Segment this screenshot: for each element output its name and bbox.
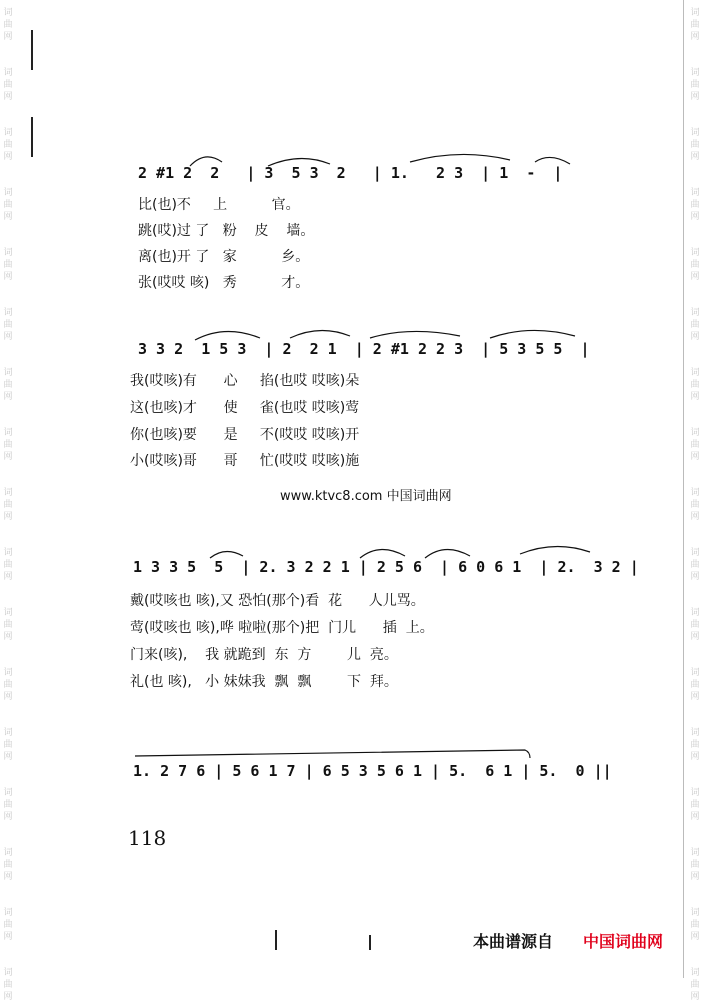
watermark-glyph: 曲 — [3, 320, 13, 330]
watermark-glyph: 曲 — [690, 20, 700, 30]
watermark-glyph: 网 — [3, 812, 13, 822]
watermark-glyph: 曲 — [690, 680, 700, 690]
watermark-glyph: 曲 — [690, 920, 700, 930]
watermark-glyph: 词 — [690, 548, 700, 558]
watermark-glyph: 网 — [3, 632, 13, 642]
watermark-glyph: 网 — [690, 152, 700, 162]
watermark-glyph: 词 — [3, 428, 13, 438]
lyric-line: 你(也咳)要 是 不(哎哎 哎咳)开 — [130, 427, 360, 443]
watermark-glyph: 网 — [690, 512, 700, 522]
watermark-glyph: 网 — [3, 512, 13, 522]
watermark-glyph: 词 — [3, 488, 13, 498]
watermark-glyph: 曲 — [3, 620, 13, 630]
watermark-glyph: 曲 — [690, 200, 700, 210]
watermark-glyph: 曲 — [690, 380, 700, 390]
lyric-line: 这(也咳)才 使 雀(也哎 哎咳)莺 — [130, 400, 360, 416]
watermark-glyph: 网 — [3, 92, 13, 102]
watermark-glyph: 词 — [690, 308, 700, 318]
watermark-glyph: 曲 — [3, 500, 13, 510]
lyric-line: 离(也)开 了 家 乡。 — [138, 249, 310, 265]
watermark-glyph: 曲 — [3, 260, 13, 270]
lyric-line: 门来(咳), 我 就跪到 东 方 儿 亮。 — [130, 647, 398, 663]
watermark-glyph: 网 — [3, 152, 13, 162]
watermark-glyph: 网 — [3, 212, 13, 222]
watermark-glyph: 网 — [690, 632, 700, 642]
watermark-glyph: 网 — [690, 92, 700, 102]
watermark-glyph: 曲 — [690, 140, 700, 150]
watermark-glyph: 词 — [3, 128, 13, 138]
watermark-glyph: 词 — [690, 68, 700, 78]
lyric-line: 跳(哎)过 了 粉 皮 墙。 — [138, 223, 315, 239]
watermark-glyph: 曲 — [3, 980, 13, 990]
watermark-glyph: 网 — [690, 872, 700, 882]
watermark-glyph: 词 — [3, 668, 13, 678]
watermark-glyph: 网 — [690, 932, 700, 942]
right-watermark-strip — [687, 0, 703, 1002]
watermark-glyph: 词 — [690, 908, 700, 918]
watermark-glyph: 词 — [3, 308, 13, 318]
jianpu-notes: 1 3 3 5 5 | 2. 3 2 2 1 | 2 5 6 | 6 0 6 1 | 2. 3 2 | — [133, 558, 639, 576]
lyric-line: 礼(也 咳), 小 妹妹我 飘 飘 下 拜。 — [130, 674, 398, 690]
watermark-glyph: 词 — [690, 968, 700, 978]
watermark-glyph: 词 — [690, 728, 700, 738]
watermark-glyph: 网 — [690, 212, 700, 222]
watermark-glyph: 曲 — [690, 440, 700, 450]
watermark-glyph: 曲 — [690, 500, 700, 510]
watermark-glyph: 词 — [3, 728, 13, 738]
watermark-glyph: 网 — [690, 692, 700, 702]
watermark-glyph: 网 — [3, 572, 13, 582]
watermark-glyph: 词 — [690, 248, 700, 258]
watermark-glyph: 网 — [3, 752, 13, 762]
watermark-glyph: 曲 — [3, 560, 13, 570]
watermark-glyph: 网 — [3, 272, 13, 282]
scan-edge-mark — [275, 930, 277, 950]
jianpu-notes: 2 #1 2 2 | 3 5 3 2 | 1. 2 3 | 1 - | — [138, 164, 563, 182]
watermark-glyph: 曲 — [3, 740, 13, 750]
watermark-glyph: 词 — [3, 248, 13, 258]
lyric-line: 比(也)不 上 官。 — [138, 197, 300, 213]
watermark-glyph: 词 — [690, 608, 700, 618]
watermark-glyph: 网 — [690, 752, 700, 762]
watermark-glyph: 词 — [690, 788, 700, 798]
watermark-glyph: 网 — [690, 572, 700, 582]
watermark-glyph: 曲 — [3, 20, 13, 30]
watermark-glyph: 曲 — [3, 440, 13, 450]
watermark-glyph: 词 — [3, 908, 13, 918]
watermark-glyph: 曲 — [690, 80, 700, 90]
lyric-line: 张(哎哎 咳) 秀 才。 — [138, 275, 310, 291]
jianpu-notes: 3 3 2 1 5 3 | 2 2 1 | 2 #1 2 2 3 | 5 3 5 5 | — [138, 340, 590, 358]
lyric-line: 小(哎咳)哥 哥 忙(哎哎 哎咳)施 — [130, 453, 360, 469]
scan-edge-mark — [31, 30, 33, 70]
watermark-glyph: 词 — [3, 968, 13, 978]
right-margin-rule — [683, 0, 684, 978]
watermark-glyph: 曲 — [690, 980, 700, 990]
watermark-glyph: 网 — [690, 332, 700, 342]
watermark-glyph: 词 — [690, 128, 700, 138]
watermark-glyph: 网 — [690, 992, 700, 1002]
site-url-watermark: www.ktvc8.com 中国词曲网 — [280, 489, 452, 504]
watermark-glyph: 网 — [690, 452, 700, 462]
watermark-glyph: 曲 — [690, 860, 700, 870]
watermark-glyph: 词 — [690, 8, 700, 18]
scan-edge-mark — [369, 935, 371, 950]
watermark-glyph: 词 — [690, 668, 700, 678]
watermark-glyph: 曲 — [3, 200, 13, 210]
watermark-glyph: 词 — [690, 488, 700, 498]
watermark-glyph: 词 — [3, 368, 13, 378]
watermark-glyph: 曲 — [690, 740, 700, 750]
lyric-line: 戴(哎咳也 咳),又 恐怕(那个)看 花 人儿骂。 — [130, 593, 425, 609]
watermark-glyph: 词 — [3, 788, 13, 798]
page-number: 118 — [128, 826, 167, 850]
watermark-glyph: 网 — [690, 32, 700, 42]
scan-edge-mark — [31, 117, 33, 157]
watermark-glyph: 词 — [3, 8, 13, 18]
watermark-glyph: 词 — [3, 188, 13, 198]
lyric-line: 莺(哎咳也 咳),哗 啦啦(那个)把 门儿 插 上。 — [130, 620, 434, 636]
watermark-glyph: 曲 — [3, 380, 13, 390]
watermark-glyph: 词 — [3, 848, 13, 858]
watermark-glyph: 词 — [690, 428, 700, 438]
watermark-glyph: 词 — [3, 608, 13, 618]
watermark-glyph: 曲 — [3, 860, 13, 870]
watermark-glyph: 网 — [3, 692, 13, 702]
footer-source-label: 本曲谱源自 — [473, 932, 554, 951]
watermark-glyph: 网 — [690, 392, 700, 402]
watermark-glyph: 网 — [3, 992, 13, 1002]
watermark-glyph: 网 — [3, 392, 13, 402]
watermark-glyph: 曲 — [690, 800, 700, 810]
left-watermark-strip — [0, 0, 16, 1002]
watermark-glyph: 词 — [690, 368, 700, 378]
watermark-glyph: 词 — [690, 188, 700, 198]
jianpu-notes: 1. 2 7 6 | 5 6 1 7 | 6 5 3 5 6 1 | 5. 6 1 | 5. 0 || — [133, 762, 612, 780]
watermark-glyph: 词 — [3, 68, 13, 78]
watermark-glyph: 曲 — [690, 320, 700, 330]
watermark-glyph: 网 — [3, 932, 13, 942]
watermark-glyph: 曲 — [3, 920, 13, 930]
watermark-glyph: 曲 — [690, 260, 700, 270]
watermark-glyph: 网 — [690, 812, 700, 822]
lyric-line: 我(哎咳)有 心 掐(也哎 哎咳)朵 — [130, 373, 360, 389]
watermark-glyph: 网 — [3, 872, 13, 882]
watermark-glyph: 网 — [3, 452, 13, 462]
watermark-glyph: 词 — [690, 848, 700, 858]
watermark-glyph: 曲 — [3, 680, 13, 690]
watermark-glyph: 曲 — [3, 80, 13, 90]
watermark-glyph: 曲 — [690, 620, 700, 630]
watermark-glyph: 网 — [3, 332, 13, 342]
watermark-glyph: 曲 — [3, 800, 13, 810]
watermark-glyph: 词 — [3, 548, 13, 558]
watermark-glyph: 曲 — [690, 560, 700, 570]
watermark-glyph: 曲 — [3, 140, 13, 150]
watermark-glyph: 网 — [690, 272, 700, 282]
footer-site-name[interactable]: 中国词曲网 — [583, 932, 664, 951]
watermark-glyph: 网 — [3, 32, 13, 42]
